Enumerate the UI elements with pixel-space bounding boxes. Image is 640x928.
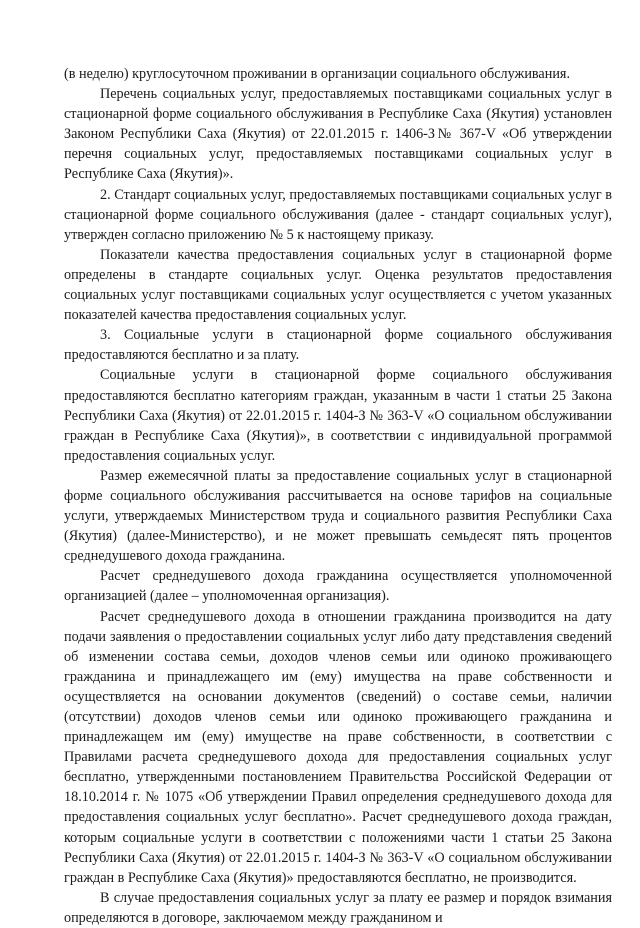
document-body: [64, 64, 612, 928]
paragraph-continuation: (в неделю) круглосуточном проживании в организации социального обслуживания.: [64, 66, 570, 82]
paragraph-services-list: Перечень социальных услуг, предоставляемых поставщиками социальных услуг в стационарной форме социального обслуживания в Республике Саха (Якутия) установлен Законом Республики Саха (Якутия) от 22.01.2015 г. 1406-З№ 367-V «Об утверждении перечня социальных услуг, предоставляемых поставщиками социальных услуг в Республике Саха (Якутия)».: [64, 86, 612, 183]
paragraph-monthly-fee: Размер ежемесячной платы за предоставление социальных услуг в стационарной форме социального обслуживания рассчитывается на основе тарифов на социальные услуги, утверждаемых Министерством труда и социального развития Республики Саха (Якутия) (далее-Министерство), и не может превышать семьдесят пять процентов среднедушевого дохода гражданина.: [64, 467, 612, 565]
paragraph-free-and-paid: 3. Социальные услуги в стационарной форме социального обслуживания предоставляются бесплатно и за плату.: [64, 327, 612, 364]
paragraph-paid-services: В случае предоставления социальных услуг за плату ее размер и порядок взимания определяются в договоре, заключаемом между гражданином и: [64, 889, 612, 926]
paragraph-free-categories: Социальные услуги в стационарной форме социального обслуживания предоставляются бесплатно категориям граждан, указанным в части 1 статьи 25 Закона Республики Саха (Якутия) от 22.01.2015 г. 1404-З № 363-V «О социальном обслуживании граждан в Республике Саха (Якутия)», в соответствии с индивидуальной программой предоставления социальных услуг.: [64, 367, 612, 464]
paragraph-income-procedure: Расчет среднедушевого дохода в отношении гражданина производится на дату подачи заявления о предоставлении социальных услуг либо дату представления сведений об изменении состава семьи, доходов членов семьи или одиноко проживающего гражданина и принадлежащего им (ему) имущества на праве собственности и осуществляется на основании документов (сведений) о составе семьи, наличии (отсутствии) доходов членов семьи или одиноко проживающего гражданина и принадлежащем им (ему) имуществе на праве собственности, в соответствии с Правилами расчета среднедушевого дохода для предоставления социальных услуг бесплатно, утвержденными постановлением Правительства Российской Федерации от 18.10.2014 г. № 1075 «Об утверждении Правил определения среднедушевого дохода для предоставления социальных услуг бесплатно». Расчет среднедушевого дохода граждан, которым социальные услуги в соответствии с положениями части 1 статьи 25 Закона Республики Саха (Якутия) от 22.01.2015 г. 1404-З № 363-V «О социальном обслуживании граждан в Республике Саха (Якутия)» предоставляются бесплатно, не производится.: [64, 608, 612, 886]
paragraph-quality-indicators: Показатели качества предоставления социальных услуг в стационарной форме определены в стандарте социальных услуг. Оценка результатов предоставления социальных услуг поставщиками социальных услуг осуществляется с учетом указанных показателей качества предоставления социальных услуг.: [64, 246, 612, 324]
paragraph-standard: 2. Стандарт социальных услуг, предоставляемых поставщиками социальных услуг в стационарной форме социального обслуживания (далее - стандарт социальных услуг), утвержден согласно приложению № 5 к настоящему приказу.: [64, 186, 612, 243]
paragraph-income-calculation: Расчет среднедушевого дохода гражданина осуществляется уполномоченной организацией (далее – уполномоченная организация).: [64, 568, 612, 605]
